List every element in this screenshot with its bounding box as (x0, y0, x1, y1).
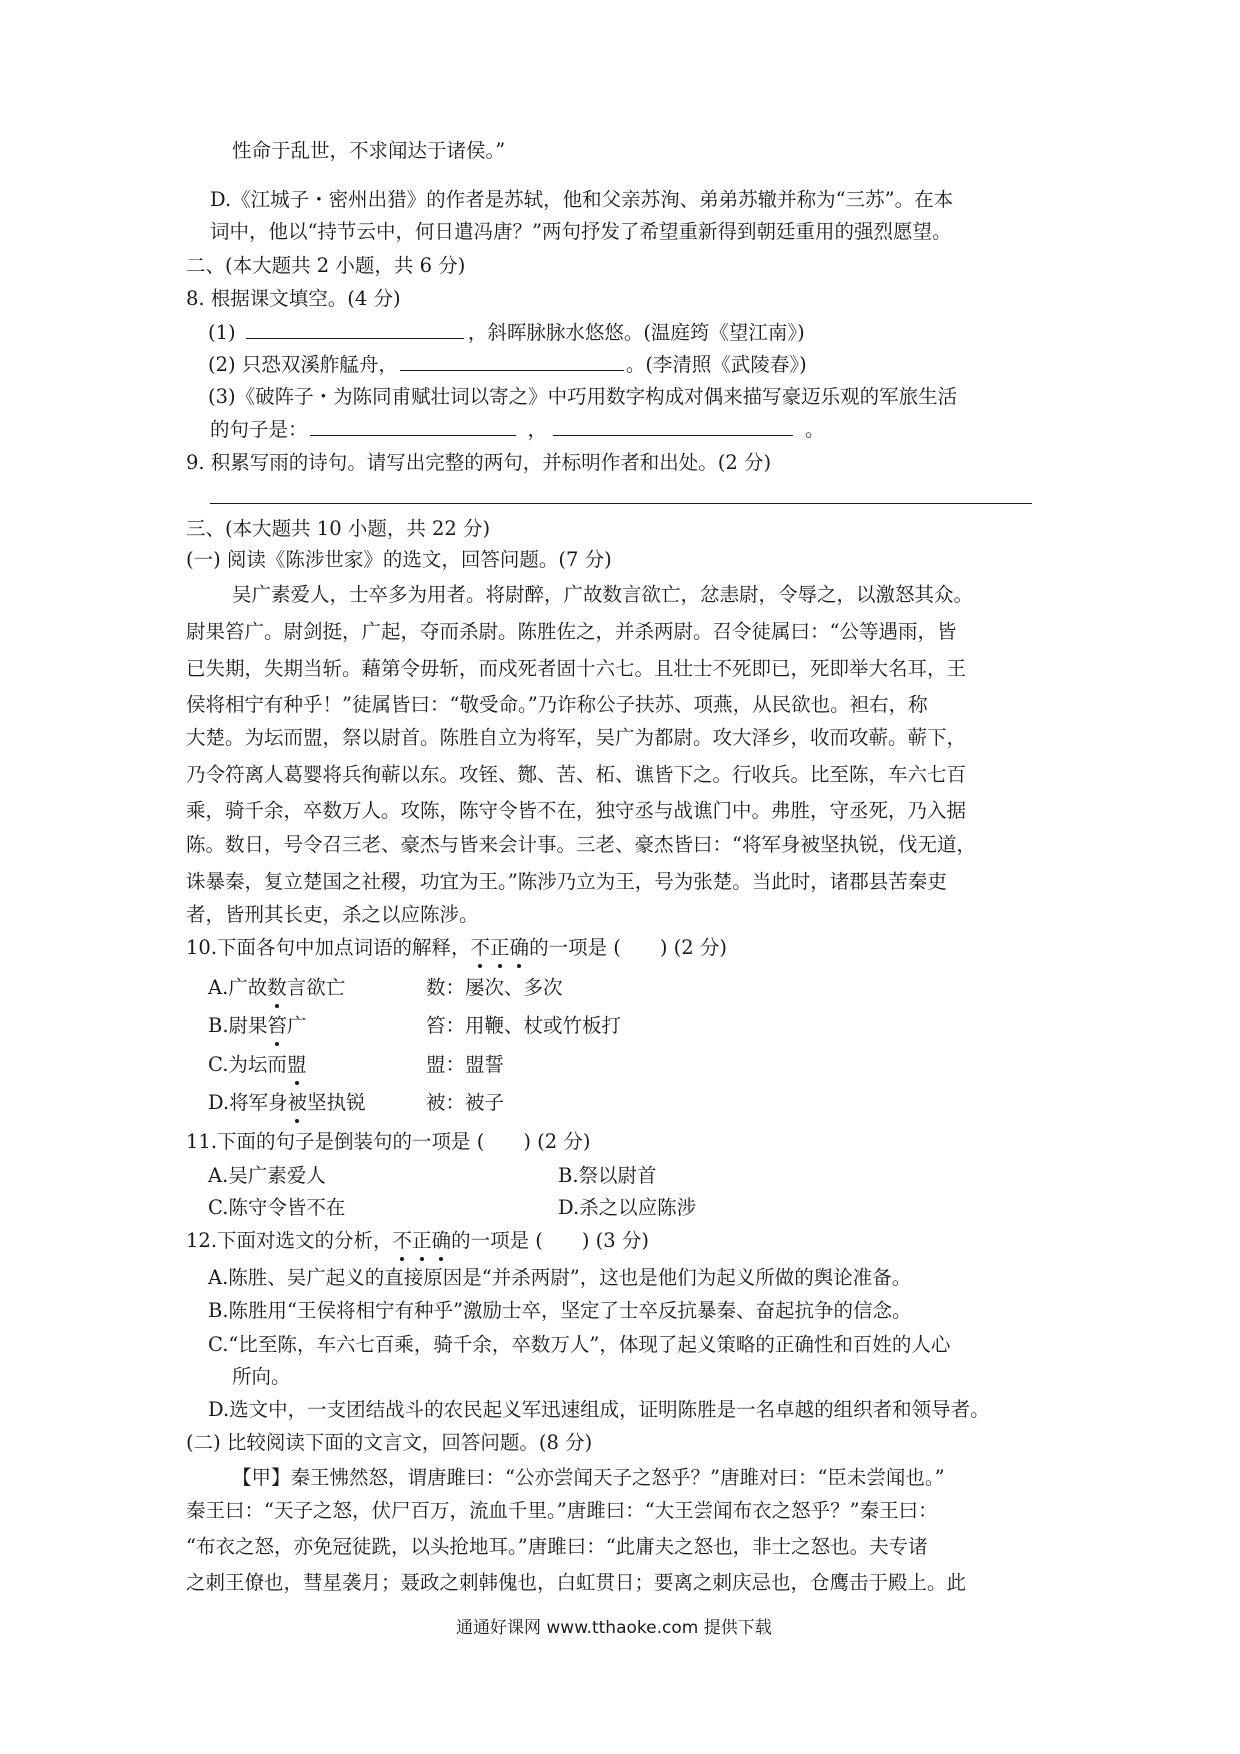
q8-part2-head: (2) 只恐双溪舴艋舟， (208, 353, 398, 376)
passage-line: 已失期，失期当斩。藉第令毋斩，而戍死者固十六七。且壮士不死即已，死即举大名耳，王 (186, 657, 967, 680)
passage-line: 【甲】秦王怫然怒，谓唐雎曰：“公亦尝闻天子之怒乎？”唐雎对曰：“臣未尝闻也。” (232, 1466, 945, 1489)
q11-option-c[interactable]: C.陈守令皆不在 (208, 1196, 346, 1219)
option-text: A.广故 (208, 976, 268, 999)
q11-option-b[interactable]: B.祭以尉首 (558, 1164, 657, 1187)
q10-stem-text: 10.下面各句中加点词语的解释， (186, 936, 471, 959)
q8-part1-number: (1) (208, 321, 236, 344)
q12-stem (186, 1227, 649, 1255)
answer-blank[interactable] (553, 415, 793, 436)
q10-option-c-gloss: 盟：盟誓 (426, 1053, 505, 1076)
passage-line: “布衣之怒，亦免冠徒跣，以头抢地耳。”唐雎曰：“此庸夫之怒也，非士之怒也。夫专诸 (186, 1535, 928, 1558)
q8-part3-head: 的句子是： (210, 418, 308, 441)
q12-stem-end: 的一项是 ( ) (3 分) (451, 1229, 649, 1252)
q8-part1 (208, 318, 805, 347)
q12-stem-text: 12.下面对选文的分析， (186, 1229, 393, 1252)
q10-option-d[interactable] (208, 1089, 366, 1117)
q12-option-c-cont: 所向。 (232, 1365, 291, 1388)
passage-line: 秦王曰：“天子之怒，伏尸百万，流血千里。”唐雎曰：“大王尝闻布衣之怒乎？”秦王曰： (186, 1499, 938, 1522)
q8-part1-tail: ，斜晖脉脉水悠悠。(温庭筠《望江南》) (467, 321, 805, 344)
section3-heading: 三、(本大题共 10 小题，共 22 分) (186, 517, 491, 540)
q8-part3-comma: ， (527, 418, 548, 441)
q11-option-d[interactable]: D.杀之以应陈涉 (558, 1196, 697, 1219)
option-d-line1: D.《江城子・密州出猎》的作者是苏轼，他和父亲苏洵、弟弟苏辙并称为“三苏”。在本 (210, 188, 954, 211)
option-text: 言欲亡 (286, 976, 346, 999)
option-text: 广 (287, 1014, 307, 1037)
answer-blank[interactable] (246, 318, 464, 339)
q8-part3-line2 (210, 415, 825, 444)
download-footer: 通通好课网 www.tthaoke.com 提供下载 (456, 1618, 772, 1638)
emphasis-char: 笞 (268, 1012, 288, 1040)
q10-option-d-gloss: 被：被子 (426, 1091, 505, 1114)
section2-heading: 二、(本大题共 2 小题，共 6 分) (186, 254, 466, 277)
passage-line: 诛暴秦，复立楚国之社稷，功宜为王。”陈涉乃立为王，号为张楚。当此时，诸郡县苦秦吏 (186, 870, 947, 893)
q8-stem: 8. 根据课文填空。(4 分) (186, 287, 401, 310)
q8-part3-end: 。 (805, 418, 825, 441)
option-text: 坚执锐 (307, 1091, 366, 1114)
q10-stem (186, 934, 727, 962)
passage-line: 吴广素爱人，士卒多为用者。将尉醉，广故数言欲亡，忿恚尉，令辱之，以激怒其众。 (232, 583, 974, 606)
option-text: D.将军身 (208, 1091, 288, 1114)
passage-line: 大楚。为坛而盟，祭以尉首。陈胜自立为将军，吴广为都尉。攻大泽乡，收而攻蕲。蕲下， (186, 726, 967, 749)
passage-line: 陈。数日，号令召三老、豪杰与皆来会计事。三老、豪杰皆曰：“将军身被坚执锐，伐无道， (186, 833, 976, 856)
passage-line: 乘，骑千余，卒数万人。攻陈，陈守令皆不在，独守丞与战谯门中。弗胜，守丞死，乃入据 (186, 799, 967, 822)
q10-stem-end: 的一项是 ( ) (2 分) (529, 936, 727, 959)
emphasis-char: 数 (267, 974, 287, 1002)
emphasis-char: 确 (432, 1227, 452, 1255)
option-c-continuation: 性命于乱世，不求闻达于诸侯。” (232, 139, 506, 162)
q10-option-b[interactable] (208, 1012, 307, 1040)
q11-option-a[interactable]: A.吴广素爱人 (208, 1164, 326, 1187)
q12-option-b[interactable]: B.陈胜用“王侯将相宁有种乎”激励士卒，坚定了士卒反抗暴秦、奋起抗争的信念。 (208, 1299, 912, 1322)
part1-heading: (一) 阅读《陈涉世家》的选文，回答问题。(7 分) (186, 548, 612, 571)
passage-line: 之刺王僚也，彗星袭月；聂政之刺韩傀也，白虹贯日；要离之刺庆忌也，仓鹰击于殿上。此 (186, 1571, 967, 1594)
passage-line: 乃令符离人葛婴将兵徇蕲以东。攻铚、酂、苦、柘、谯皆下之。行收兵。比至陈，车六七百 (186, 763, 967, 786)
q11-stem: 11.下面的句子是倒装句的一项是 ( ) (2 分) (186, 1130, 591, 1153)
emphasis-char: 不 (471, 934, 491, 962)
passage-line: 尉果笞广。尉剑挺，广起，夺而杀尉。陈胜佐之，并杀两尉。召令徒属曰：“公等遇雨，皆 (186, 620, 957, 643)
answer-blank[interactable] (310, 415, 516, 436)
q8-part3-line1: (3)《破阵子・为陈同甫赋壮词以寄之》中巧用数字构成对偶来描写豪迈乐观的军旅生活 (208, 385, 958, 408)
passage-line: 侯将相宁有种乎！”徒属皆曰：“敬受命。”乃诈称公子扶苏、项燕，从民欲也。袒右，称 (186, 693, 928, 716)
option-text: B.尉果 (208, 1014, 268, 1037)
q9-stem: 9. 积累写雨的诗句。请写出完整的两句，并标明作者和出处。(2 分) (186, 451, 772, 474)
q12-option-c[interactable]: C.“比至陈，车六七百乘，骑千余，卒数万人”，体现了起义策略的正确性和百姓的人心 (208, 1333, 951, 1356)
q9-answer-line[interactable] (210, 503, 1032, 504)
emphasis-char: 被 (288, 1089, 308, 1117)
emphasis-char: 盟 (287, 1051, 307, 1079)
q12-option-d[interactable]: D.选文中，一支团结战斗的农民起义军迅速组成，证明陈胜是一名卓越的组织者和领导者。 (208, 1398, 990, 1421)
option-d-line2: 词中，他以“持节云中，何日遣冯唐？”两句抒发了希望重新得到朝廷重用的强烈愿望。 (210, 220, 952, 243)
emphasis-char: 正 (412, 1227, 432, 1255)
q10-option-b-gloss: 笞：用鞭、杖或竹板打 (426, 1014, 622, 1037)
part2-heading: (二) 比较阅读下面的文言文，回答问题。(8 分) (186, 1431, 593, 1454)
q10-option-a-gloss: 数：屡次、多次 (426, 976, 563, 999)
emphasis-char: 不 (393, 1227, 413, 1255)
emphasis-char: 确 (510, 934, 530, 962)
emphasis-char: 正 (490, 934, 510, 962)
q8-part2-tail: 。(李清照《武陵春》) (625, 353, 807, 376)
passage-line: 者，皆刑其长吏，杀之以应陈涉。 (186, 903, 479, 926)
q10-option-c[interactable] (208, 1051, 306, 1079)
option-text: C.为坛而 (208, 1053, 287, 1076)
answer-blank[interactable] (400, 350, 624, 371)
q8-part2 (208, 350, 807, 379)
q10-option-a[interactable] (208, 974, 345, 1002)
q12-option-a[interactable]: A.陈胜、吴广起义的直接原因是“并杀两尉”，这也是他们为起义所做的舆论准备。 (208, 1266, 912, 1289)
